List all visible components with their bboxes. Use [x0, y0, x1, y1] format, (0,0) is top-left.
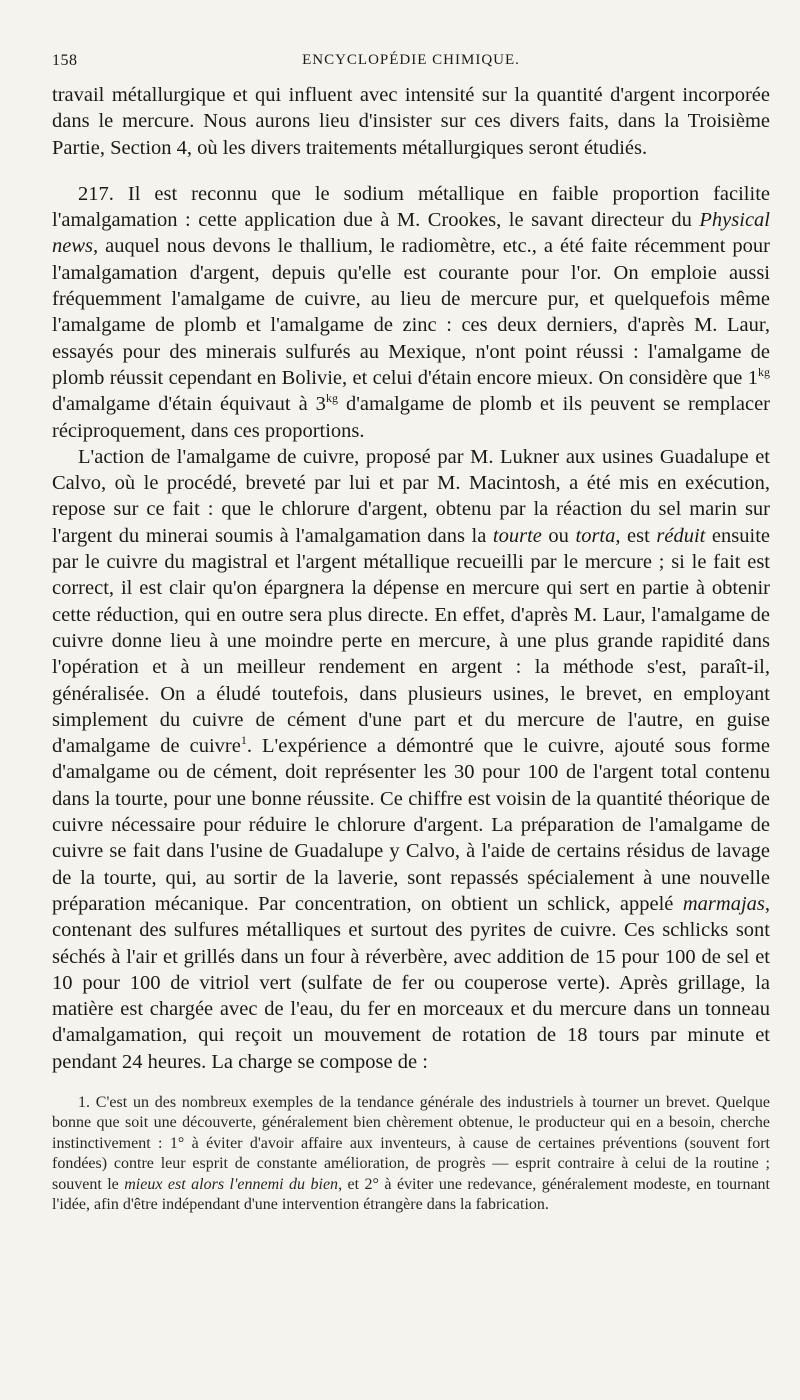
- unit-superscript: kg: [758, 364, 770, 379]
- italic-proverb: mieux est alors l'ennemi du bien: [124, 1175, 339, 1193]
- italic-term: torta: [575, 524, 616, 547]
- paragraph-copper-amalgam: L'action de l'amalgame de cuivre, proposé par M. Lukner aux usines Guadalupe et Calvo, où le procédé, breveté par lui et par M. Macintosh, a été mis en exécution, repose sur ce fait : que le chlorure d'argent, obtenu par la réaction du sel marin sur l'argent du minerai soumis à l'amalgamation dans la tourte ou torta, est réduit ensuite par le cuivre du magistral et l'argent métallique recueilli par le mercure ; si le fait est correct, il est clair qu'on épargnera la dépense en mercure qui sert en partie à obtenir cette réduction, qui en outre sera plus directe. En effet, d'après M. Laur, l'amalgame de cuivre donne lieu à une moindre perte en mercure, à une plus grande rapidité dans l'opération et à un meilleur rendement en argent : la méthode s'est, paraît-il, généralisée. On a éludé toutefois, dans plusieurs usines, le brevet, en employant simplement du cuivre de cément d'une part et du mercure de l'autre, en guise d'amalgame de cuivre$^1$. L'expérience a démontré que le cuivre, ajouté sous forme d'amalgame ou de cément, doit représenter les 30 pour 100 de l'argent total contenu dans la tourte, pour une bonne réussite. Ce chiffre est voisin de la quantité théorique de cuivre nécessaire pour réduire le chlorure d'argent. La préparation de l'amalgame de cuivre se fait dans l'usine de Guadalupe y Calvo, à l'aide de certains résidus de lavage de la tourte, qui, au sortir de la laverie, sont repassés spécialement à une nouvelle préparation mécanique. Par concentration, on obtient un schlick, appelé marmajas, contenant des sulfures métalliques et surtout des pyrites de cuivre. Ces schlicks sont séchés à l'air et grillés dans un four à réverbère, avec addition de 15 pour 100 de sel et 10 pour 100 de vitriol vert (sulfate de fer ou couperose verte). Après grillage, la matière est chargée avec de l'eau, du fer en morceaux et du mercure dans un tonneau d'amalgamation, qui reçoit un mouvement de rotation de 18 tours par minute et pendant 24 heures. La charge se compose de :: [52, 445, 770, 1073]
- italic-term: marmajas: [682, 892, 765, 915]
- footnotes: [52, 1093, 770, 1215]
- running-header: [52, 48, 770, 78]
- section-number: 217.: [78, 182, 114, 205]
- page-number: 158: [52, 52, 78, 69]
- main-text: [52, 82, 770, 1075]
- footnote-1: 1. C'est un des nombreux exemples de la tendance générale des industriels à tourner un brevet. Quelque bonne que soit une découverte, généralement bien chèrement obtenue, le producteur qui en a besoin, cherche instinctivement : 1° à éviter d'avoir affaire aux inventeurs, à cause de certaines préventions (souvent fort fondées) contre leur esprit de constante amélioration, de progrès — esprit contraire à celui de la routine ; souvent le mieux est alors l'ennemi du bien, et 2° à éviter une redevance, généralement modeste, en tournant l'idée, afin d'être indépendant d'une intervention étrangère dans la fabrication.: [52, 1093, 770, 1214]
- italic-term: réduit: [656, 524, 706, 547]
- italic-term: tourte: [492, 524, 542, 547]
- footnote-reference: 1: [240, 733, 247, 748]
- paragraph-section-217: 217. Il est reconnu que le sodium métallique en faible proportion facilite l'amalgamation : cette application due à M. Crookes, le savant directeur du Physical news, auquel nous devons le thallium, le radiomètre, etc., a été faite récemment pour l'amalgamation d'argent, depuis qu'elle est courante pour l'or. On emploie aussi fréquemment l'amalgame de cuivre, au lieu de mercure pur, et quelquefois même l'amalgame de plomb et l'amalgame de zinc : ces deux derniers, d'après M. Laur, essayés pour des minerais sulfurés au Mexique, n'ont point réussi : l'amalgame de plomb réussit cependant en Bolivie, et celui d'étain encore mieux. On considère que $1^{kg}$ d'amalgame d'étain équivaut à $3^{kg}$ d'amalgame de plomb et ils peuvent se remplacer réciproquement, dans ces proportions.: [52, 182, 770, 442]
- running-title: ENCYCLOPÉDIE CHIMIQUE.: [302, 52, 520, 68]
- unit-superscript: kg: [325, 391, 338, 406]
- journal-title: Physical news: [52, 209, 770, 258]
- paragraph-continuation: travail métallurgique et qui influent avec intensité sur la quantité d'argent incorporée dans le mercure. Nous aurons lieu d'insister sur ces divers faits, dans la Troisième Partie, Section 4, où les divers traitements métallurgiques seront étudiés.: [52, 84, 770, 159]
